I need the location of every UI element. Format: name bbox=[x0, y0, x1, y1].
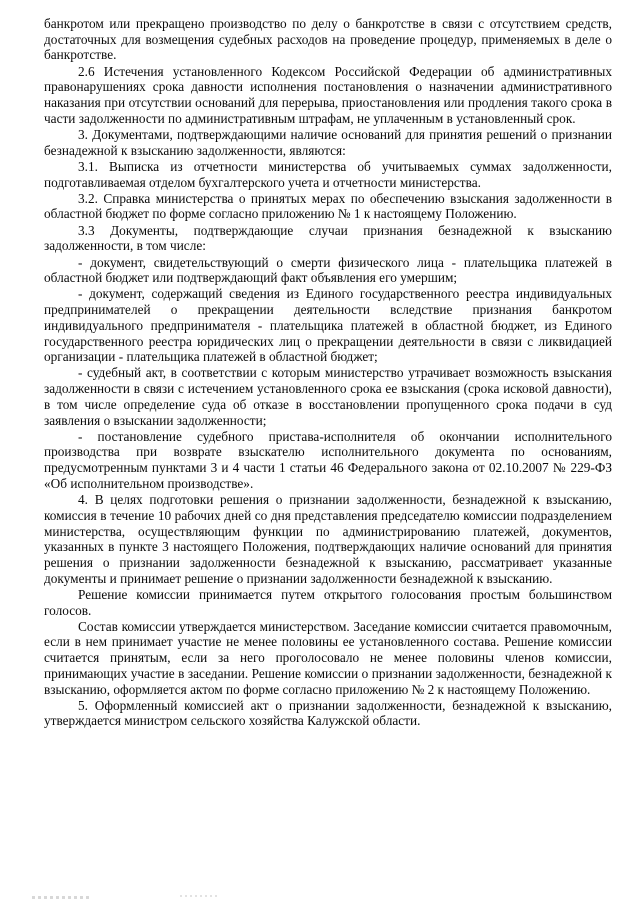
list-item-court-act: - судебный акт, в соответствии с которым министерство утрачивает возможность взыскания задолженности в связи с истечением установленного срока ее взыскания (срока исковой давности), в том числе определение суда об отказе в восстановлении пропущенного срока подачи в суд заявления о взыскании задолженности; bbox=[44, 365, 612, 428]
list-item-bailiff-resolution: - постановление судебного пристава-исполнителя об окончании исполнительного производства при возврате взыскателю исполнительного документа по основаниям, предусмотренным пунктами 3 и 4 части 1 статьи 46 Федерального закона от 02.10.2007 № 229-ФЗ «Об исполнительном производстве». bbox=[44, 428, 612, 491]
paragraph-continuation: банкротом или прекращено производство по делу о банкротстве в связи с отсутствием средств, достаточных для возмещения судебных расходов на проведение процедур, применяемых в деле о банкротстве. bbox=[44, 16, 612, 63]
list-item-death-document: - документ, свидетельствующий о смерти физического лица - плательщика платежей в областной бюджет или подтверждающий факт объявления его умершим; bbox=[44, 254, 612, 286]
paragraph-5: 5. Оформленный комиссией акт о признании задолженности, безнадежной к взысканию, утверждается министром сельского хозяйства Калужской области. bbox=[44, 697, 612, 729]
paragraph-3-2: 3.2. Справка министерства о принятых мерах по обеспечению взыскания задолженности в областной бюджет по форме согласно приложению № 1 к настоящему Положению. bbox=[44, 190, 612, 222]
paragraph-3-1: 3.1. Выписка из отчетности министерства об учитываемых суммах задолженности, подготавливаемая отделом бухгалтерского учета и отчетности министерства. bbox=[44, 158, 612, 190]
paragraph-4: 4. В целях подготовки решения о признании задолженности, безнадежной к взысканию, комиссия в течение 10 рабочих дней со дня представления председателю комиссии подразделением министерства, осуществляющим функции по администрированию платежей, документов, указанных в пункте 3 настоящего Положения, подтверждающих наличие оснований для принятия решения о признании задолженности безнадежной к взысканию, рассматривает указанные документы и принимает решение о признании задолженности безнадежной к взысканию. bbox=[44, 492, 612, 586]
paragraph-commission-composition: Состав комиссии утверждается министерством. Заседание комиссии считается правомочным, если в нем принимает участие не менее половины ее установленного состава. Решение комиссии считается принятым, если за него проголосовало не менее половины членов комиссии, принимающих участие в заседании. Решение комиссии о признании задолженности, безнадежной к взысканию, оформляется актом по форме согласно приложению № 2 к настоящему Положению. bbox=[44, 618, 612, 697]
paragraph-3-3: 3.3 Документы, подтверждающие случаи признания безнадежной к взысканию задолженности, в том числе: bbox=[44, 222, 612, 254]
list-item-registry-document: - документ, содержащий сведения из Единого государственного реестра индивидуальных предпринимателей о прекращении деятельности вследствие признания банкротом индивидуального предпринимателя - плательщика платежей в областной бюджет, из Единого государственного реестра юридических лиц о прекращении деятельности в связи с ликвидацией организации - плательщика платежей в областной бюджет; bbox=[44, 286, 612, 365]
paragraph-3: 3. Документами, подтверждающими наличие оснований для принятия решений о признании безнадежной к взысканию задолженности, являются: bbox=[44, 126, 612, 158]
paragraph-voting: Решение комиссии принимается путем открытого голосования простым большинством голосов. bbox=[44, 586, 612, 618]
scan-artifact bbox=[32, 896, 92, 899]
scan-artifact bbox=[180, 895, 220, 897]
paragraph-2-6: 2.6 Истечения установленного Кодексом Российской Федерации об административных правонарушениях срока давности исполнения постановления о назначении административного наказания при отсутствии оснований для перерыва, приостановления или продления такого срока в части задолженности по административным штрафам, не уплаченным в установленный срок. bbox=[44, 63, 612, 126]
